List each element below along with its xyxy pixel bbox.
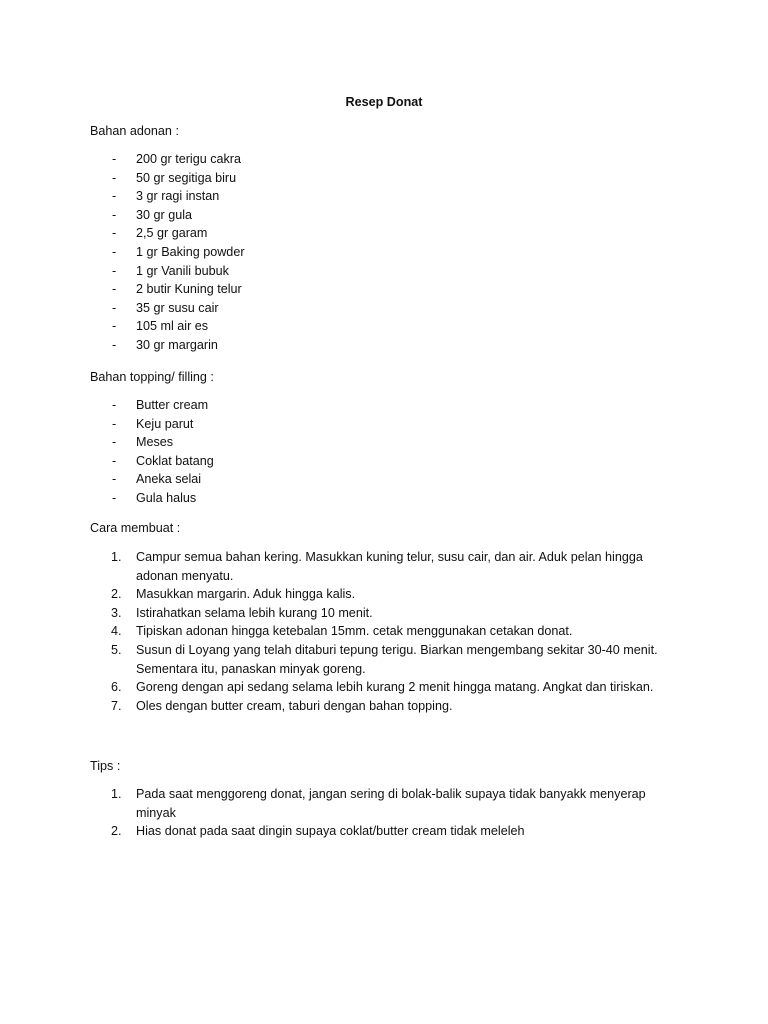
list-item <box>0 641 768 678</box>
number-marker: 2. <box>111 824 122 839</box>
list-item-text: Pada saat menggoreng donat, jangan sering di bolak-balik supaya tidak banyakk menyerap minyak <box>136 787 646 820</box>
list-item <box>0 317 768 336</box>
list-item-text: 30 gr gula <box>136 207 193 222</box>
list-item-text: 105 ml air es <box>136 319 209 334</box>
list-item-text: Aneka selai <box>136 472 202 487</box>
dash-marker: - <box>112 170 117 185</box>
list-item <box>0 489 768 508</box>
dash-marker: - <box>112 152 117 166</box>
list-item <box>0 585 768 604</box>
list-cara-membuat <box>0 548 768 715</box>
dash-marker: - <box>112 435 117 450</box>
list-item <box>0 206 768 225</box>
dash-marker: - <box>112 490 117 505</box>
list-item <box>0 187 768 206</box>
list-item-text: Butter cream <box>136 398 209 412</box>
list-item <box>0 262 768 281</box>
number-marker: 4. <box>111 624 122 639</box>
number-marker: 1. <box>111 787 122 801</box>
list-item-text: 2 butir Kuning telur <box>136 282 242 297</box>
list-item <box>0 299 768 318</box>
list-item <box>0 697 768 716</box>
number-marker: 5. <box>111 642 122 657</box>
list-item-text: Campur semua bahan kering. Masukkan kuning telur, susu cair, dan air. Aduk pelan hingga adonan menyatu. <box>136 550 643 583</box>
list-item-text: 35 gr susu cair <box>136 300 219 315</box>
list-item-text: Istirahatkan selama lebih kurang 10 menit. <box>136 605 373 620</box>
list-item-text: Meses <box>136 435 174 450</box>
list-item <box>0 678 768 697</box>
list-item <box>0 169 768 188</box>
dash-marker: - <box>112 453 117 468</box>
list-item <box>0 622 768 641</box>
dash-marker: - <box>112 244 117 259</box>
list-tips <box>0 785 768 841</box>
list-item <box>0 785 768 822</box>
list-item <box>0 280 768 299</box>
dash-marker: - <box>112 416 117 431</box>
list-bahan-topping <box>0 396 768 508</box>
list-item <box>0 433 768 452</box>
dash-marker: - <box>112 319 117 334</box>
list-item <box>0 224 768 243</box>
list-item-text: 2,5 gr garam <box>136 226 208 241</box>
document-title: Resep Donat <box>345 95 423 109</box>
list-item-text: 1 gr Baking powder <box>136 244 245 259</box>
list-item <box>0 243 768 262</box>
dash-marker: - <box>112 472 117 487</box>
list-item <box>0 336 768 355</box>
number-marker: 2. <box>111 587 122 602</box>
list-item <box>0 470 768 489</box>
dash-marker: - <box>112 398 117 412</box>
dash-marker: - <box>112 337 117 352</box>
list-item <box>0 150 768 169</box>
list-item <box>0 415 768 434</box>
list-item <box>0 548 768 585</box>
number-marker: 1. <box>111 550 122 564</box>
dash-marker: - <box>112 300 117 315</box>
list-item-text: Oles dengan butter cream, taburi dengan bahan topping. <box>136 698 453 713</box>
list-item-text: 200 gr terigu cakra <box>136 152 242 166</box>
list-item-text: Keju parut <box>136 416 194 431</box>
list-item-text: Tipiskan adonan hingga ketebalan 15mm. cetak menggunakan cetakan donat. <box>136 624 573 639</box>
list-item <box>0 452 768 471</box>
heading-cara-membuat: Cara membuat : <box>90 521 181 535</box>
dash-marker: - <box>112 282 117 297</box>
list-item-text: Goreng dengan api sedang selama lebih kurang 2 menit hingga matang. Angkat dan tiriskan. <box>136 680 654 695</box>
list-item-text: Coklat batang <box>136 453 214 468</box>
number-marker: 3. <box>111 605 122 620</box>
list-item-text: 50 gr segitiga biru <box>136 170 237 185</box>
list-item-text: Hias donat pada saat dingin supaya coklat/butter cream tidak meleleh <box>136 824 525 839</box>
list-item-text: 1 gr Vanili bubuk <box>136 263 229 278</box>
list-item <box>0 604 768 623</box>
list-item-text: 30 gr margarin <box>136 337 218 352</box>
list-bahan-adonan <box>0 150 768 355</box>
list-item-text: 3 gr ragi instan <box>136 189 220 204</box>
list-item-text: Masukkan margarin. Aduk hingga kalis. <box>136 587 356 602</box>
list-item-text: Gula halus <box>136 490 197 505</box>
heading-bahan-adonan: Bahan adonan : <box>90 124 179 138</box>
heading-tips: Tips : <box>90 759 121 773</box>
number-marker: 7. <box>111 698 122 713</box>
heading-bahan-topping: Bahan topping/ filling : <box>90 370 214 384</box>
list-item <box>0 822 768 841</box>
list-item <box>0 396 768 415</box>
dash-marker: - <box>112 226 117 241</box>
dash-marker: - <box>112 189 117 204</box>
dash-marker: - <box>112 263 117 278</box>
dash-marker: - <box>112 207 117 222</box>
number-marker: 6. <box>111 680 122 695</box>
list-item-text: Susun di Loyang yang telah ditaburi tepung terigu. Biarkan mengembang sekitar 30-40 menit. Sementara itu, panaskan minyak goreng. <box>136 642 658 676</box>
